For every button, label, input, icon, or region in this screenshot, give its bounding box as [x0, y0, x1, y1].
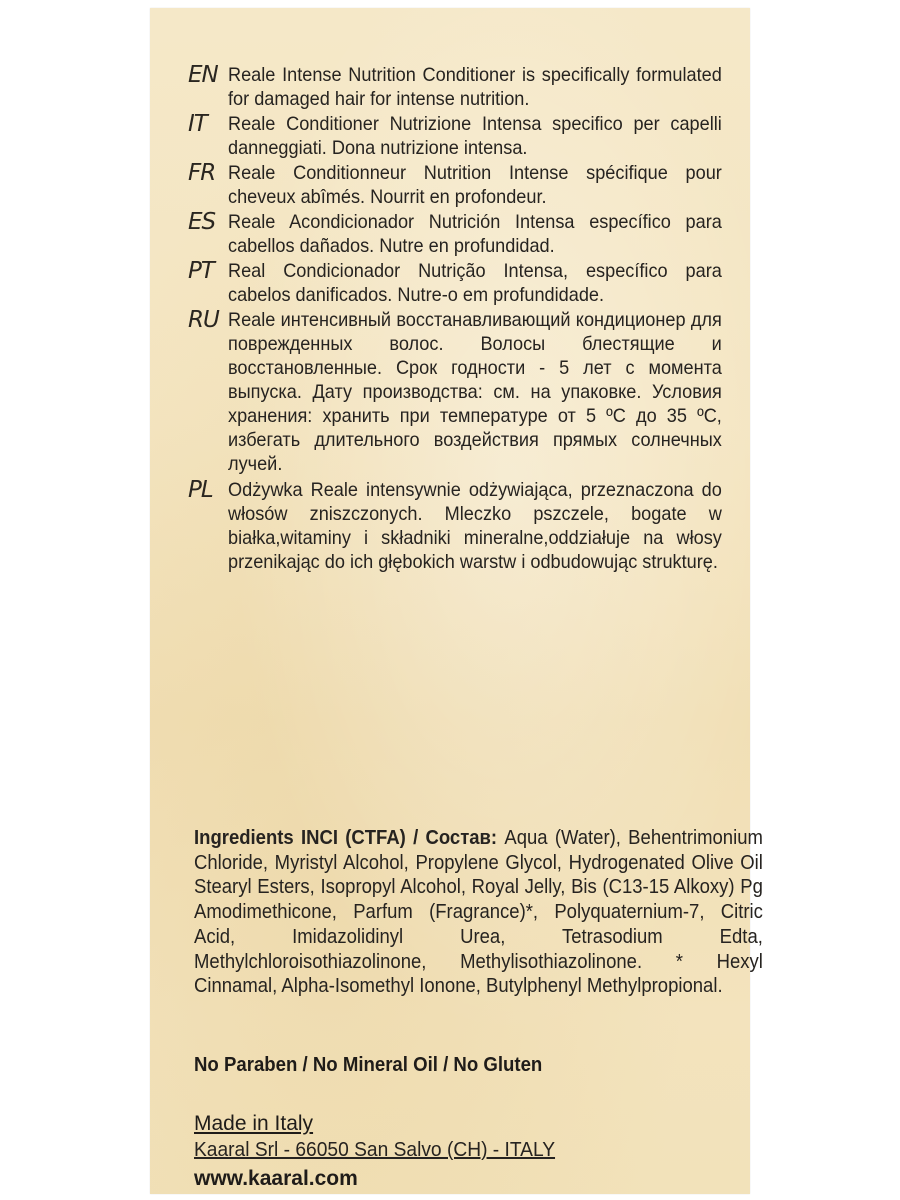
language-code-it: IT [188, 111, 207, 137]
language-code-fr: FR [188, 160, 216, 186]
description-text-it: Reale Conditioner Nutrizione Intensa specifico per capelli danneggiati. Dona nutrizione intensa. [228, 113, 722, 159]
language-code-es: ES [188, 209, 216, 235]
product-claims: No Paraben / No Mineral Oil / No Gluten [194, 1054, 543, 1076]
description-text-fr: Reale Conditionneur Nutrition Intense spécifique pour cheveux abîmés. Nourrit en profondeur. [228, 162, 722, 208]
language-code-pl: PL [188, 477, 213, 503]
language-code-pt: PT [188, 258, 214, 284]
description-text-en: Reale Intense Nutrition Conditioner is specifically formulated for damaged hair for intense nutrition. [228, 64, 722, 110]
website-link[interactable]: www.kaaral.com [194, 1167, 358, 1190]
description-text-es: Reale Acondicionador Nutrición Intensa específico para cabellos dañados. Nutre en profundidad. [228, 211, 722, 257]
language-code-ru: RU [188, 307, 219, 333]
description-text-ru: Reale интенсивный восстанавливающий кондиционер для поврежденных волос. Волосы блестящие и восстановленные. Срок годности - 5 лет с момента выпуска. Дату производства: см. на упаковке. Условия хранения: хранить при температуре от 5 ºC до 35 ºC, избегать длительного воздействия прямых солнечных лучей. [228, 309, 722, 475]
ingredients-section [194, 826, 763, 999]
description-text-pt: Real Condicionador Nutrição Intensa, específico para cabelos danificados. Nutre-o em profundidade. [228, 260, 722, 306]
product-label-panel [150, 8, 763, 1194]
manufacturer-address: Kaaral Srl - 66050 San Salvo (CH) - ITALY [194, 1139, 556, 1161]
ingredients-list: Aqua (Water), Behentrimonium Chloride, Myristyl Alcohol, Propylene Glycol, Hydrogenated Olive Oil Stearyl Esters, Isopropyl Alcohol, Royal Jelly, Bis (C13-15 Alkoxy) Pg Amodimethicone, Parfum (Fragrance)*, Polyquaternium-7, Citric Acid, Imidazolidinyl Urea, Tetrasodium Edta, Methylchloroisothiazolinone, Methylisothiazolinone. * Hexyl Cinnamal, Alpha-Isomethyl Ionone, Butylphenyl Methylpropional. [194, 827, 763, 998]
made-in-label: Made in Italy [194, 1112, 314, 1135]
language-code-en: EN [188, 62, 218, 88]
description-text-pl: Odżywka Reale intensywnie odżywiająca, przeznaczona do włosów zniszczonych. Mleczko pszczele, bogate w białka,witaminy i składniki mineralne,oddziałuje na włosy przenikając do ich głębokich warstw i odbudowując strukturę. [228, 479, 722, 573]
ingredients-heading: Ingredients INCI (CTFA) / Состав: [194, 827, 505, 849]
